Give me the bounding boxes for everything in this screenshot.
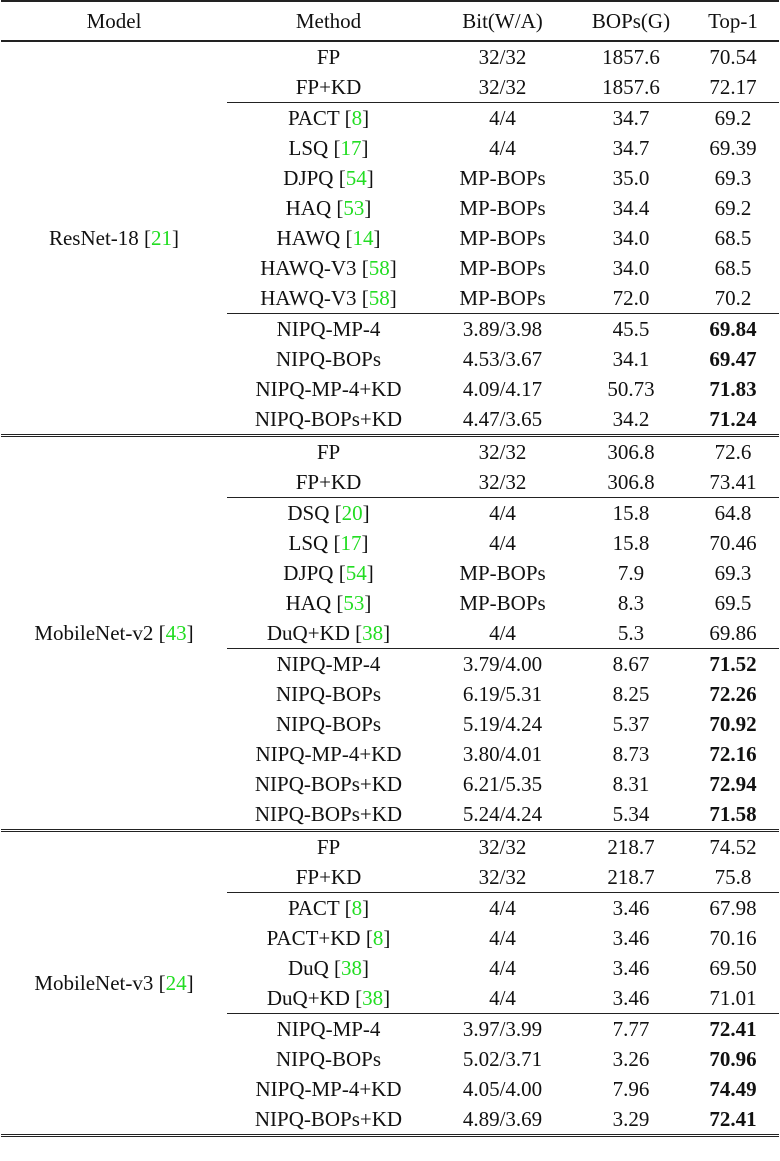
header-method: Method (227, 1, 430, 41)
bops-cell: 34.7 (612, 136, 650, 160)
method-cell: PACT [8] (227, 893, 430, 924)
method-name: PACT+KD (266, 926, 361, 950)
method-cell (227, 374, 430, 404)
top1-cell: 72.17 (709, 75, 757, 99)
bit-cell: 4/4 (430, 893, 575, 924)
method-name: PACT (287, 106, 340, 130)
top1-cell: 71.24 (709, 407, 757, 431)
method-cell: PACT [8] (227, 103, 430, 134)
top1-cell: 72.16 (709, 742, 757, 766)
header-bops: BOPs(G) (575, 1, 687, 41)
bit-cell: MP-BOPs (459, 561, 546, 585)
bops-cell: 3.26 (612, 1047, 650, 1071)
citation-link[interactable]: 14 (352, 226, 374, 250)
citation-link[interactable]: 8 (351, 896, 363, 920)
method-name: LSQ (288, 136, 329, 160)
bit-cell: 3.97/3.99 (430, 1014, 575, 1045)
citation-link[interactable]: 54 (345, 166, 367, 190)
bit-cell: 5.02/3.71 (462, 1047, 543, 1071)
method-cell (227, 679, 430, 709)
bops-cell: 5.37 (612, 712, 650, 736)
method-name: DuQ (287, 956, 329, 980)
bops-cell: 8.67 (575, 649, 687, 680)
table-row (1, 41, 779, 72)
bops-cell: 8.3 (617, 591, 645, 615)
bops-cell: 72.0 (612, 286, 650, 310)
method-name: DSQ (287, 501, 330, 525)
method-cell: DJPQ [54] (283, 166, 374, 190)
method-cell (227, 739, 430, 769)
method-cell: HAQ [53] (285, 196, 372, 220)
method-name: NIPQ-BOPs+KD (254, 407, 403, 431)
bops-cell: 45.5 (575, 314, 687, 345)
top1-cell: 72.41 (687, 1104, 779, 1136)
bops-cell: 306.8 (607, 470, 655, 494)
citation-link[interactable]: 17 (340, 136, 362, 160)
method-cell (227, 1044, 430, 1074)
method-cell (227, 1014, 430, 1045)
method-name: HAQ (285, 591, 332, 615)
citation-link[interactable]: 53 (343, 196, 365, 220)
top1-cell: 72.26 (709, 682, 757, 706)
method-cell (227, 314, 430, 345)
method-name: FP (316, 45, 341, 69)
top1-cell: 69.47 (709, 347, 757, 371)
bops-cell: 15.8 (612, 531, 650, 555)
method-cell (227, 467, 430, 498)
method-cell: LSQ [17] (288, 531, 369, 555)
top1-cell: 70.2 (714, 286, 752, 310)
top1-cell: 69.50 (709, 956, 757, 980)
header-top1: Top-1 (687, 1, 779, 41)
bit-cell: MP-BOPs (459, 196, 546, 220)
bit-cell: 4.09/4.17 (462, 377, 543, 401)
top1-cell: 69.86 (709, 621, 757, 645)
method-cell (227, 769, 430, 799)
method-cell (227, 649, 430, 680)
method-cell (227, 41, 430, 72)
bit-cell: 4/4 (489, 926, 516, 950)
method-cell: HAWQ-V3 [58] (260, 286, 397, 310)
method-name: DJPQ (283, 166, 334, 190)
bit-cell: 32/32 (478, 865, 527, 889)
method-cell (227, 72, 430, 103)
table-row (1, 831, 779, 863)
method-cell: PACT+KD [8] (266, 926, 391, 950)
citation-link[interactable]: 20 (341, 501, 363, 525)
top1-cell: 74.49 (709, 1077, 757, 1101)
bops-cell: 34.1 (612, 347, 650, 371)
top1-cell: 72.94 (709, 772, 757, 796)
bops-cell: 7.9 (617, 561, 645, 585)
bit-cell: 32/32 (430, 831, 575, 863)
bops-cell: 35.0 (612, 166, 650, 190)
method-name: NIPQ-BOPs (275, 712, 382, 736)
top1-cell: 64.8 (687, 498, 779, 529)
bit-cell: 4/4 (430, 498, 575, 529)
top1-cell: 70.92 (709, 712, 757, 736)
bit-cell: 3.80/4.01 (462, 742, 543, 766)
bit-cell: 5.19/4.24 (462, 712, 543, 736)
bops-cell: 7.77 (575, 1014, 687, 1045)
method-name: NIPQ-MP-4 (276, 652, 381, 676)
method-name: HAWQ-V3 (260, 286, 357, 310)
citation-link[interactable]: 21 (151, 226, 173, 250)
header-bit: Bit(W/A) (430, 1, 575, 41)
method-cell: HAQ [53] (285, 591, 372, 615)
results-table (1, 0, 779, 1137)
top1-cell: 70.46 (709, 531, 757, 555)
bops-cell: 8.73 (612, 742, 650, 766)
bit-cell: MP-BOPs (459, 256, 546, 280)
bit-cell: 4.53/3.67 (462, 347, 543, 371)
bops-cell: 1857.6 (602, 75, 660, 99)
method-name: FP+KD (295, 75, 362, 99)
bops-cell: 8.25 (612, 682, 650, 706)
citation-link[interactable]: 58 (368, 256, 390, 280)
bit-cell: 4/4 (489, 956, 516, 980)
method-cell (227, 1074, 430, 1104)
bit-cell: 4/4 (489, 986, 516, 1010)
bops-cell: 5.3 (617, 621, 645, 645)
bit-cell: 32/32 (430, 436, 575, 468)
bops-cell: 3.46 (612, 926, 650, 950)
bops-cell: 3.46 (612, 956, 650, 980)
method-cell (227, 831, 430, 863)
bit-cell: 3.89/3.98 (430, 314, 575, 345)
header-row (1, 1, 779, 41)
top1-cell: 69.5 (714, 591, 752, 615)
citation-link[interactable]: 38 (341, 956, 363, 980)
top1-cell: 67.98 (687, 893, 779, 924)
method-cell (227, 1104, 430, 1136)
method-cell (227, 344, 430, 374)
top1-cell: 69.39 (709, 136, 757, 160)
bit-cell: 6.21/5.35 (462, 772, 543, 796)
method-name: NIPQ-MP-4+KD (255, 377, 402, 401)
top1-cell: 69.3 (714, 166, 752, 190)
method-name: HAQ (285, 196, 332, 220)
method-name: HAWQ-V3 (260, 256, 357, 280)
top1-cell: 68.5 (714, 256, 752, 280)
method-cell (227, 404, 430, 436)
top1-cell: 72.6 (687, 436, 779, 468)
bit-cell: 4/4 (489, 621, 516, 645)
method-name: NIPQ-MP-4 (276, 1017, 381, 1041)
bops-cell: 8.31 (612, 772, 650, 796)
method-name: FP+KD (295, 470, 362, 494)
method-name: NIPQ-BOPs (275, 1047, 382, 1071)
method-cell (227, 799, 430, 831)
table-row (1, 436, 779, 468)
method-name: DuQ+KD (266, 621, 350, 645)
bops-cell: 5.34 (612, 802, 650, 826)
method-name: NIPQ-BOPs+KD (254, 772, 403, 796)
bops-cell: 306.8 (575, 436, 687, 468)
method-cell (227, 709, 430, 739)
top1-cell: 72.41 (687, 1014, 779, 1045)
bit-cell: 32/32 (478, 45, 527, 69)
method-name: FP (316, 440, 341, 464)
bit-cell: MP-BOPs (459, 226, 546, 250)
method-name: DJPQ (283, 561, 334, 585)
bit-cell: 32/32 (478, 75, 527, 99)
method-cell: DuQ [38] (287, 956, 370, 980)
method-name: LSQ (288, 531, 329, 555)
method-name: NIPQ-BOPs+KD (254, 802, 403, 826)
method-cell: LSQ [17] (288, 136, 369, 160)
method-cell: DJPQ [54] (283, 561, 374, 585)
top1-cell: 70.96 (709, 1047, 757, 1071)
bops-cell: 1857.6 (602, 45, 660, 69)
bops-cell: 218.7 (575, 831, 687, 863)
top1-cell: 69.2 (687, 103, 779, 134)
bit-cell: 4/4 (489, 136, 516, 160)
bops-cell: 34.0 (612, 226, 650, 250)
method-name: NIPQ-BOPs (275, 682, 382, 706)
model-cell: MobileNet-v3 [24] (1, 831, 227, 1136)
method-name: FP+KD (295, 865, 362, 889)
method-name: DuQ+KD (266, 986, 350, 1010)
header-model: Model (1, 1, 227, 41)
bops-cell: 34.4 (612, 196, 650, 220)
model-name: ResNet-18 (48, 226, 139, 250)
method-name: PACT (287, 896, 340, 920)
method-name: HAWQ (276, 226, 341, 250)
bit-cell: MP-BOPs (459, 591, 546, 615)
method-cell: HAWQ [14] (276, 226, 381, 250)
method-name: NIPQ-MP-4+KD (255, 742, 402, 766)
citation-link[interactable]: 17 (340, 531, 362, 555)
bops-cell: 218.7 (607, 865, 655, 889)
top1-cell: 73.41 (709, 470, 757, 494)
bit-cell: 4/4 (489, 531, 516, 555)
bops-cell: 34.7 (575, 103, 687, 134)
method-cell: DuQ+KD [38] (266, 621, 391, 645)
citation-link[interactable]: 43 (165, 621, 187, 645)
method-name: NIPQ-BOPs (275, 347, 382, 371)
top1-cell: 69.84 (687, 314, 779, 345)
citation-link[interactable]: 54 (345, 561, 367, 585)
bops-cell: 34.0 (612, 256, 650, 280)
bops-cell: 3.29 (575, 1104, 687, 1136)
bit-cell: MP-BOPs (459, 286, 546, 310)
model-cell: ResNet-18 [21] (48, 226, 180, 250)
citation-link[interactable]: 38 (362, 986, 384, 1010)
bit-cell: 4.05/4.00 (462, 1077, 543, 1101)
method-name: NIPQ-MP-4+KD (255, 1077, 402, 1101)
bit-cell: 3.79/4.00 (430, 649, 575, 680)
method-cell: HAWQ-V3 [58] (260, 256, 397, 280)
top1-cell: 69.3 (714, 561, 752, 585)
top1-cell: 71.83 (709, 377, 757, 401)
top1-cell: 71.58 (709, 802, 757, 826)
citation-link[interactable]: 38 (362, 621, 384, 645)
bops-cell: 50.73 (607, 377, 655, 401)
bit-cell: 4.47/3.65 (462, 407, 543, 431)
top1-cell: 71.52 (687, 649, 779, 680)
method-cell: DSQ [20] (227, 498, 430, 529)
bops-cell: 3.46 (612, 986, 650, 1010)
bit-cell: 4/4 (430, 103, 575, 134)
model-name: MobileNet-v3 (34, 971, 154, 995)
citation-link[interactable]: 8 (372, 926, 384, 950)
bit-cell: 6.19/5.31 (462, 682, 543, 706)
method-cell (227, 436, 430, 468)
bops-cell: 7.96 (612, 1077, 650, 1101)
top1-cell: 74.52 (687, 831, 779, 863)
bit-cell: 5.24/4.24 (462, 802, 543, 826)
bops-cell: 3.46 (575, 893, 687, 924)
model-name: MobileNet-v2 (34, 621, 154, 645)
top1-cell: 68.5 (714, 226, 752, 250)
table-body (1, 41, 779, 1136)
method-cell: DuQ+KD [38] (266, 986, 391, 1010)
top1-cell: 71.01 (709, 986, 757, 1010)
bops-cell: 15.8 (575, 498, 687, 529)
top1-cell: 69.2 (714, 196, 752, 220)
top1-cell: 70.54 (709, 45, 757, 69)
bit-cell: 4.89/3.69 (430, 1104, 575, 1136)
bit-cell: 32/32 (478, 470, 527, 494)
top1-cell: 75.8 (714, 865, 752, 889)
bit-cell: MP-BOPs (459, 166, 546, 190)
top1-cell: 70.16 (709, 926, 757, 950)
model-cell: MobileNet-v2 [43] (1, 436, 227, 831)
citation-link[interactable]: 53 (343, 591, 365, 615)
citation-link[interactable]: 58 (368, 286, 390, 310)
method-name: NIPQ-MP-4 (276, 317, 381, 341)
citation-link[interactable]: 24 (165, 971, 187, 995)
citation-link[interactable]: 8 (351, 106, 363, 130)
bops-cell: 34.2 (612, 407, 650, 431)
method-name: NIPQ-BOPs+KD (254, 1107, 403, 1131)
method-cell (227, 862, 430, 893)
method-name: FP (316, 835, 341, 859)
